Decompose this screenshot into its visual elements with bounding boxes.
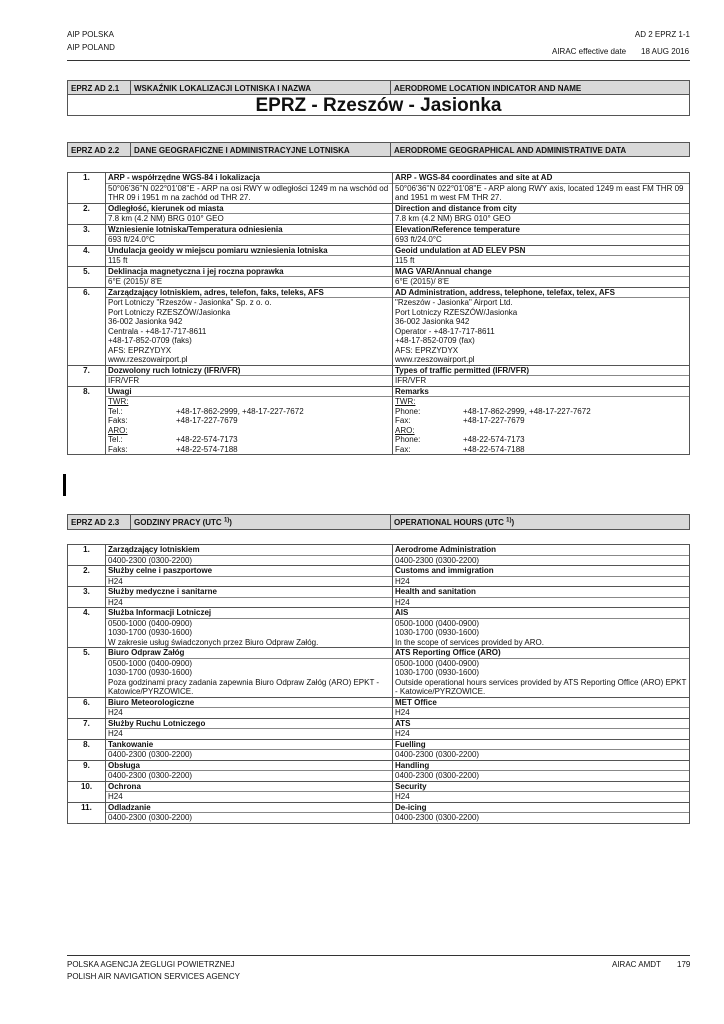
- hours-block-pl: [106, 707, 392, 718]
- field-value-pl: 50°06'36''N 022°01'08''E - ARP na osi RWY w odległości 1249 m na wschód od THR 09 i 1951 m na zachód od THR 27.: [106, 183, 392, 203]
- contact-line: [395, 407, 687, 417]
- hours-line: In the scope of services provided by ARO.: [395, 637, 544, 647]
- row-number-text: 7.: [83, 718, 90, 728]
- row-number-text: 2.: [83, 203, 90, 213]
- table-row: [68, 781, 690, 802]
- row-number-text: 1.: [83, 173, 90, 182]
- row-number-text: 9.: [83, 760, 90, 770]
- aro-label: ARO:: [395, 425, 415, 435]
- row-number: [68, 587, 106, 608]
- field-value-en: 6°E (2015)/ 8'E: [393, 276, 689, 287]
- service-name-en: Customs and immigration: [395, 566, 494, 575]
- aerodrome-title: EPRZ - Rzeszów - Jasionka: [67, 95, 690, 116]
- cell-pl: [106, 203, 393, 224]
- row-number: [68, 648, 106, 698]
- cell-pl: [106, 245, 393, 266]
- hours-line: 0400-2300 (0300-2200): [108, 813, 193, 822]
- field-value-pl: 6°E (2015)/ 8'E: [106, 276, 392, 287]
- hours-line: H24: [395, 597, 410, 607]
- service-name-pl: Biuro Odpraw Załóg: [108, 648, 185, 657]
- cell-pl: [106, 173, 393, 204]
- hours-block-pl: [106, 618, 392, 648]
- cell-pl: [106, 545, 393, 566]
- contact-line: [395, 416, 687, 426]
- table-row: [68, 224, 690, 245]
- contact-line: [108, 416, 390, 426]
- hours-block-pl: [106, 658, 392, 697]
- row-number: [68, 224, 106, 245]
- hours-line: H24: [108, 729, 123, 738]
- agency-name-en: POLISH AIR NAVIGATION SERVICES AGENCY: [67, 972, 240, 981]
- hours-line: 0400-2300 (0300-2200): [108, 555, 193, 565]
- twr-label: TWR:: [108, 397, 129, 406]
- row-number: [68, 718, 106, 739]
- aip-polska-label: AIP POLSKA: [67, 30, 114, 39]
- hours-block-en: [393, 576, 689, 587]
- hours-line: 1030-1700 (0930-1600): [108, 668, 193, 677]
- address-line: Port Lotniczy "Rzeszów - Jasionka" Sp. z o. o.: [108, 298, 272, 307]
- table-row: [68, 802, 690, 823]
- table-row: [68, 739, 690, 760]
- hours-line: Poza godzinami pracy zadania zapewnia Biuro Odpraw Załóg (ARO) EPKT - Katowice/PYRZOWICE.: [108, 677, 380, 696]
- address-line: "Rzeszów - Jasionka" Airport Ltd.: [395, 298, 513, 307]
- address-line: Operator - +48-17-717-8611: [395, 326, 495, 336]
- table-row: [68, 760, 690, 781]
- service-name-pl: Służby Ruchu Lotniczego: [108, 718, 206, 728]
- contact-line: [108, 435, 390, 445]
- hours-block-pl: [106, 555, 392, 566]
- field-heading-pl: Dozwolony ruch lotniczy (IFR/VFR): [108, 365, 241, 375]
- section-title-en: AERODROME GEOGRAPHICAL AND ADMINISTRATIVE DATA: [394, 146, 627, 155]
- service-name-pl: Odladzanie: [108, 802, 151, 812]
- row-number-text: 7.: [83, 365, 90, 375]
- hours-line: 0500-1000 (0400-0900): [108, 618, 193, 628]
- service-name-en: Security: [395, 781, 427, 791]
- hours-line: 0500-1000 (0400-0900): [108, 658, 193, 668]
- field-heading-pl: Undulacja geoidy w miejscu pomiaru wzniesienia lotniska: [108, 245, 328, 255]
- remarks-heading: Uwagi: [108, 386, 132, 396]
- service-name-en: Health and sanitation: [395, 587, 476, 596]
- geo-admin-table: [67, 172, 690, 455]
- service-name-pl: Obsługa: [108, 760, 141, 770]
- amdt-label: AIRAC AMDT: [612, 960, 661, 969]
- header-rule: [67, 60, 690, 61]
- row-number-text: 1.: [83, 545, 90, 554]
- table-row: [68, 648, 690, 698]
- hours-line: 0400-2300 (0300-2200): [108, 771, 193, 780]
- hours-block-en: [393, 728, 689, 739]
- table-row: [68, 697, 690, 718]
- service-name-pl: Tankowanie: [108, 739, 154, 749]
- effective-date: 18 AUG 2016: [641, 47, 690, 56]
- row-number: [68, 386, 106, 455]
- service-name-en: Fuelling: [395, 739, 426, 749]
- row-number: [68, 760, 106, 781]
- cell-pl: [106, 739, 393, 760]
- address-line: AFS: EPRZYDYX: [395, 345, 459, 355]
- field-heading-en: ARP - WGS-84 coordinates and site at AD: [395, 173, 553, 182]
- row-number: [68, 608, 106, 648]
- hours-line: 0400-2300 (0300-2200): [395, 750, 480, 759]
- row-number-text: 4.: [83, 245, 90, 255]
- hours-line: Outside operational hours services provided by ATS Reporting Office (ARO) EPKT - Katowice/PYRZOWICE.: [395, 677, 687, 696]
- operational-hours-table: [67, 544, 690, 824]
- section-code: EPRZ AD 2.2: [68, 143, 131, 156]
- table-row: [68, 545, 690, 566]
- field-value-en: 115 ft: [393, 255, 689, 266]
- cell-pl: [106, 266, 393, 287]
- cell-en: [393, 781, 690, 802]
- page-number: 179: [677, 960, 691, 969]
- address-line: +48-17-852-0709 (fax): [395, 336, 475, 345]
- cell-pl: [106, 802, 393, 823]
- section-2-1-header: [67, 80, 690, 95]
- row-number: [68, 739, 106, 760]
- row-number-text: 3.: [83, 224, 90, 234]
- hours-block-en: [393, 707, 689, 718]
- field-heading-pl: Wzniesienie lotniska/Temperatura odniesienia: [108, 224, 283, 234]
- cell-pl: [106, 648, 393, 698]
- service-name-en: Aerodrome Administration: [395, 545, 497, 554]
- hours-line: H24: [108, 792, 123, 801]
- address-line: Port Lotniczy RZESZÓW/Jasionka: [395, 307, 518, 317]
- field-heading-pl: ARP - współrzędne WGS-84 i lokalizacja: [108, 173, 260, 182]
- hours-line: 1030-1700 (0930-1600): [395, 668, 480, 677]
- contact-number: +48-22-574-7173: [463, 435, 525, 444]
- service-name-en: ATS Reporting Office (ARO): [395, 648, 501, 657]
- service-name-pl: Służba Informacji Lotniczej: [108, 608, 212, 617]
- address-line: www.rzeszowairport.pl: [108, 355, 188, 364]
- cell-en: [393, 697, 690, 718]
- section-2-3-header: [67, 514, 690, 530]
- contact-line: [395, 445, 687, 455]
- field-value-en: IFR/VFR: [393, 375, 689, 386]
- footer-rule: [67, 955, 690, 956]
- contact-number: +48-22-574-7173: [176, 435, 238, 444]
- field-value-en: 7.8 km (4.2 NM) BRG 010° GEO: [393, 213, 689, 224]
- field-value-pl: 693 ft/24.0°C: [106, 234, 392, 245]
- row-number: [68, 203, 106, 224]
- field-value-pl: 115 ft: [106, 255, 392, 266]
- service-name-en: Handling: [395, 760, 430, 770]
- cell-en: [393, 545, 690, 566]
- row-number-text: 8.: [83, 386, 90, 396]
- hours-block-pl: [106, 791, 392, 802]
- field-value-en: 693 ft/24.0°C: [393, 234, 689, 245]
- contact-number: +48-22-574-7188: [463, 444, 525, 454]
- table-row: [68, 245, 690, 266]
- table-row: [68, 203, 690, 224]
- cell-pl: [106, 697, 393, 718]
- field-heading-en: Direction and distance from city: [395, 203, 517, 213]
- cell-en: [393, 287, 690, 365]
- cell-en: [393, 245, 690, 266]
- field-heading-en: Elevation/Reference temperature: [395, 224, 520, 234]
- remarks-block: [106, 396, 392, 454]
- contact-line: [395, 435, 687, 445]
- service-name-en: De-icing: [395, 802, 427, 812]
- cell-en: [393, 739, 690, 760]
- aip-poland-label: AIP POLAND: [67, 43, 115, 52]
- section-title-pl: DANE GEOGRAFICZNE I ADMINISTRACYJNE LOTNISKA: [131, 143, 391, 156]
- hours-line: 0500-1000 (0400-0900): [395, 658, 480, 668]
- section-2-2-header: [67, 142, 690, 157]
- row-number: [68, 545, 106, 566]
- address-line: 36-002 Jasionka 942: [108, 317, 183, 326]
- hours-block-pl: [106, 597, 392, 608]
- address-line: Port Lotniczy RZESZÓW/Jasionka: [108, 307, 231, 317]
- row-number: [68, 266, 106, 287]
- hours-block-en: [393, 658, 689, 697]
- field-heading-en: Types of traffic permitted (IFR/VFR): [395, 365, 530, 375]
- hours-block-pl: [106, 728, 392, 739]
- hours-block-pl: [106, 576, 392, 587]
- contact-line: [108, 407, 390, 417]
- cell-pl: [106, 760, 393, 781]
- table-row: [68, 386, 690, 455]
- row-number-text: 3.: [83, 587, 90, 596]
- hours-block-en: [393, 618, 689, 648]
- hours-line: 1030-1700 (0930-1600): [395, 628, 480, 637]
- agency-name-pl: POLSKA AGENCJA ŻEGLUGI POWIETRZNEJ: [67, 960, 235, 969]
- row-number: [68, 781, 106, 802]
- hours-line: 0400-2300 (0300-2200): [108, 750, 193, 759]
- cell-en: [393, 365, 690, 386]
- table-row: [68, 287, 690, 365]
- contact-type: Fax:: [395, 444, 411, 454]
- address-line: 36-002 Jasionka 942: [395, 317, 470, 326]
- cell-en: [393, 608, 690, 648]
- contact-number: +48-17-862-2999, +48-17-227-7672: [176, 406, 304, 416]
- service-name-en: AIS: [395, 608, 409, 617]
- row-number-text: 8.: [83, 739, 90, 749]
- row-number-text: 5.: [83, 266, 90, 276]
- cell-en: [393, 224, 690, 245]
- contact-type: Phone:: [395, 406, 421, 416]
- hours-block-en: [393, 791, 689, 802]
- row-number: [68, 566, 106, 587]
- cell-pl: [106, 566, 393, 587]
- hours-line: H24: [395, 576, 410, 586]
- table-row: [68, 365, 690, 386]
- contact-type: Phone:: [395, 435, 421, 444]
- contact-type: Tel.:: [108, 435, 123, 444]
- row-number-text: 6.: [83, 287, 90, 297]
- hours-line: H24: [108, 597, 123, 607]
- service-name-pl: Zarządzający lotniskiem: [108, 545, 200, 554]
- cell-pl: [106, 365, 393, 386]
- contact-number: +48-17-227-7679: [176, 416, 238, 425]
- cell-pl: [106, 386, 393, 455]
- aro-label: ARO:: [108, 425, 128, 435]
- row-number: [68, 365, 106, 386]
- hours-line: H24: [108, 708, 123, 717]
- cell-en: [393, 566, 690, 587]
- cell-en: [393, 802, 690, 823]
- row-number-text: 11.: [81, 802, 92, 812]
- field-heading-en: MAG VAR/Annual change: [395, 266, 492, 276]
- address-line: +48-17-852-0709 (faks): [108, 336, 192, 345]
- cell-en: [393, 203, 690, 224]
- field-value-pl: IFR/VFR: [106, 375, 392, 386]
- contact-line: [108, 445, 390, 455]
- address-line: www.rzeszowairport.pl: [395, 355, 475, 364]
- change-bar: [63, 474, 66, 496]
- cell-en: [393, 386, 690, 455]
- hours-block-pl: [106, 812, 392, 823]
- service-name-pl: Służby celne i paszportowe: [108, 566, 213, 575]
- hours-block-pl: [106, 770, 392, 781]
- cell-pl: [106, 587, 393, 608]
- row-number: [68, 173, 106, 204]
- twr-label: TWR:: [395, 397, 416, 406]
- hours-line: W zakresie usług świadczonych przez Biuro Odpraw Załóg.: [108, 637, 319, 647]
- section-title-pl: GODZINY PRACY (UTC $^{1)}$): [131, 515, 391, 529]
- contact-type: Faks:: [108, 416, 128, 425]
- service-name-en: ATS: [395, 718, 411, 728]
- hours-block-en: [393, 597, 689, 608]
- cell-pl: [106, 718, 393, 739]
- hours-block-en: [393, 770, 689, 781]
- row-number: [68, 245, 106, 266]
- hours-block-pl: [106, 749, 392, 760]
- field-heading-pl: Zarządzający lotniskiem, adres, telefon, faks, teleks, AFS: [108, 287, 324, 297]
- page-reference: AD 2 EPRZ 1-1: [634, 30, 690, 39]
- field-heading-en: Geoid undulation at AD ELEV PSN: [395, 245, 526, 255]
- contact-number: +48-17-862-2999, +48-17-227-7672: [463, 406, 591, 416]
- address-line: Centrala - +48-17-717-8611: [108, 326, 207, 336]
- row-number-text: 6.: [83, 697, 90, 707]
- section-code: EPRZ AD 2.1: [68, 81, 131, 94]
- field-heading-en: AD Administration, address, telephone, telefax, telex, AFS: [395, 287, 615, 297]
- cell-pl: [106, 224, 393, 245]
- field-value-en: 50°06'36''N 022°01'08''E - ARP along RWY axis, located 1249 m east FM THR 09 and 1951 m west FM THR 27.: [393, 183, 689, 203]
- row-number-text: 10.: [80, 781, 93, 791]
- field-heading-pl: Odległość, kierunek od miasta: [108, 203, 224, 213]
- section-title-en: AERODROME LOCATION INDICATOR AND NAME: [394, 84, 582, 93]
- cell-pl: [106, 608, 393, 648]
- cell-en: [393, 760, 690, 781]
- table-row: [68, 718, 690, 739]
- hours-line: H24: [395, 792, 410, 801]
- table-row: [68, 266, 690, 287]
- contact-type: Tel.:: [108, 406, 123, 416]
- section-title-en: OPERATIONAL HOURS (UTC $^{1)}$): [394, 517, 515, 527]
- service-name-pl: Biuro Meteorologiczne: [108, 697, 195, 707]
- row-number-text: 4.: [83, 608, 90, 617]
- contact-type: Fax:: [395, 416, 411, 425]
- hours-block-en: [393, 749, 689, 760]
- hours-block-en: [393, 555, 689, 566]
- service-name-pl: Służby medyczne i sanitarne: [108, 587, 217, 596]
- row-number-text: 2.: [83, 566, 90, 575]
- row-number: [68, 697, 106, 718]
- address-line: AFS: EPRZYDYX: [108, 345, 172, 355]
- service-name-en: MET Office: [395, 697, 437, 707]
- hours-line: H24: [108, 576, 123, 586]
- section-title-pl: WSKAŹNIK LOKALIZACJI LOTNISKA I NAZWA: [131, 81, 391, 94]
- cell-en: [393, 718, 690, 739]
- hours-line: 0500-1000 (0400-0900): [395, 618, 480, 628]
- cell-en: [393, 648, 690, 698]
- row-number-text: 5.: [83, 648, 90, 657]
- table-row: [68, 566, 690, 587]
- table-row: [68, 173, 690, 204]
- remarks-heading: Remarks: [395, 386, 429, 396]
- address-block-pl: [106, 297, 392, 365]
- address-block-en: [393, 297, 689, 365]
- service-name-pl: Ochrona: [108, 781, 141, 791]
- field-value-pl: 7.8 km (4.2 NM) BRG 010° GEO: [106, 213, 392, 224]
- row-number: [68, 802, 106, 823]
- cell-en: [393, 266, 690, 287]
- hours-block-en: [393, 812, 689, 823]
- hours-line: 0400-2300 (0300-2200): [395, 555, 480, 565]
- section-code: EPRZ AD 2.3: [68, 515, 131, 529]
- hours-line: H24: [395, 729, 410, 738]
- remarks-block: [393, 396, 689, 454]
- table-row: [68, 608, 690, 648]
- effective-date-label: AIRAC effective date: [552, 47, 627, 56]
- field-heading-pl: Deklinacja magnetyczna i jej roczna poprawka: [108, 266, 284, 276]
- cell-en: [393, 173, 690, 204]
- hours-line: 1030-1700 (0930-1600): [108, 628, 193, 637]
- row-number: [68, 287, 106, 365]
- contact-number: +48-17-227-7679: [463, 416, 525, 425]
- cell-en: [393, 587, 690, 608]
- hours-line: H24: [395, 708, 410, 717]
- cell-pl: [106, 287, 393, 365]
- table-row: [68, 587, 690, 608]
- cell-pl: [106, 781, 393, 802]
- hours-line: 0400-2300 (0300-2200): [395, 813, 480, 822]
- contact-number: +48-22-574-7188: [176, 444, 238, 454]
- hours-line: 0400-2300 (0300-2200): [395, 771, 480, 780]
- contact-type: Faks:: [108, 444, 128, 454]
